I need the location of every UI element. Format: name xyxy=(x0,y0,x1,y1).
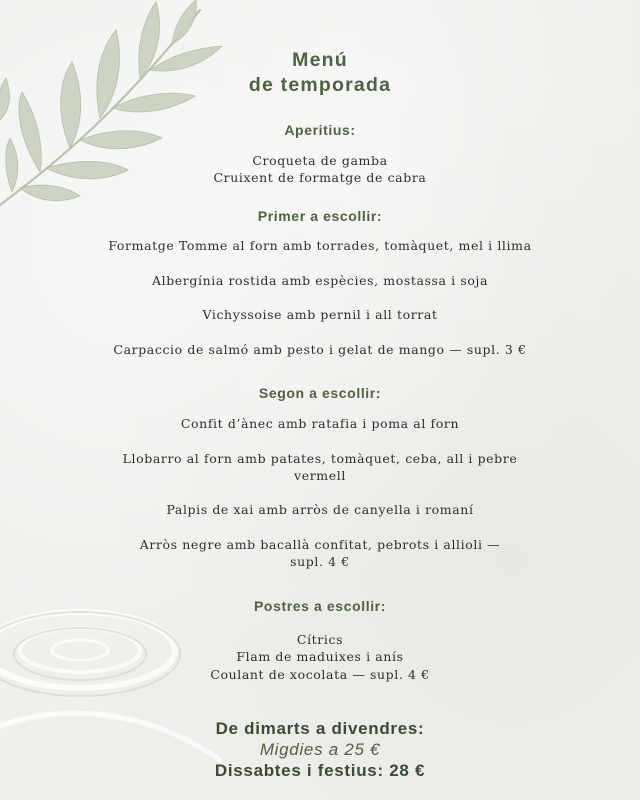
footer-lunch-price: Migdies a 25 € xyxy=(259,740,381,759)
footer-days: De dimarts a divendres: xyxy=(215,719,425,738)
menu-item: Arròs negre amb bacallà confitat, pebrots i allioli — supl. 4 € xyxy=(139,537,501,569)
menu-title-line-2: de temporada xyxy=(248,74,392,96)
menu-item: Cítrics xyxy=(296,632,344,647)
menu-item: Carpaccio de salmó amb pesto i gelat de mango — supl. 3 € xyxy=(113,342,527,357)
menu-item: Llobarro al forn amb patates, tomàquet, ceba, all i pebre vermell xyxy=(122,451,518,483)
menu-item: Albergínia rostida amb espècies, mostassa i soja xyxy=(151,273,489,288)
menu-item: Vichyssoise amb pernil i all torrat xyxy=(202,307,438,322)
menu-item: Coulant de xocolata — supl. 4 € xyxy=(210,667,430,682)
section-heading-postres: Postres a escollir: xyxy=(253,598,386,614)
menu-item: Cruixent de formatge de cabra xyxy=(213,170,427,185)
menu-item: Croqueta de gamba xyxy=(252,153,388,168)
section-heading-aperitius: Aperitius: xyxy=(284,122,356,138)
menu-item: Confit d’ànec amb ratafia i poma al forn xyxy=(180,416,460,431)
footer-weekend-price: Dissabtes i festius: 28 € xyxy=(214,761,426,780)
menu-item: Formatge Tomme al forn amb torrades, tomàquet, mel i llima xyxy=(108,238,532,253)
menu-item: Palpis de xai amb arròs de canyella i romaní xyxy=(166,502,474,517)
section-heading-segon: Segon a escollir: xyxy=(258,385,382,401)
menu-item: Flam de maduixes i anís xyxy=(236,649,404,664)
menu-title-line-1: Menú xyxy=(292,49,348,71)
section-heading-primer: Primer a escollir: xyxy=(257,208,383,224)
